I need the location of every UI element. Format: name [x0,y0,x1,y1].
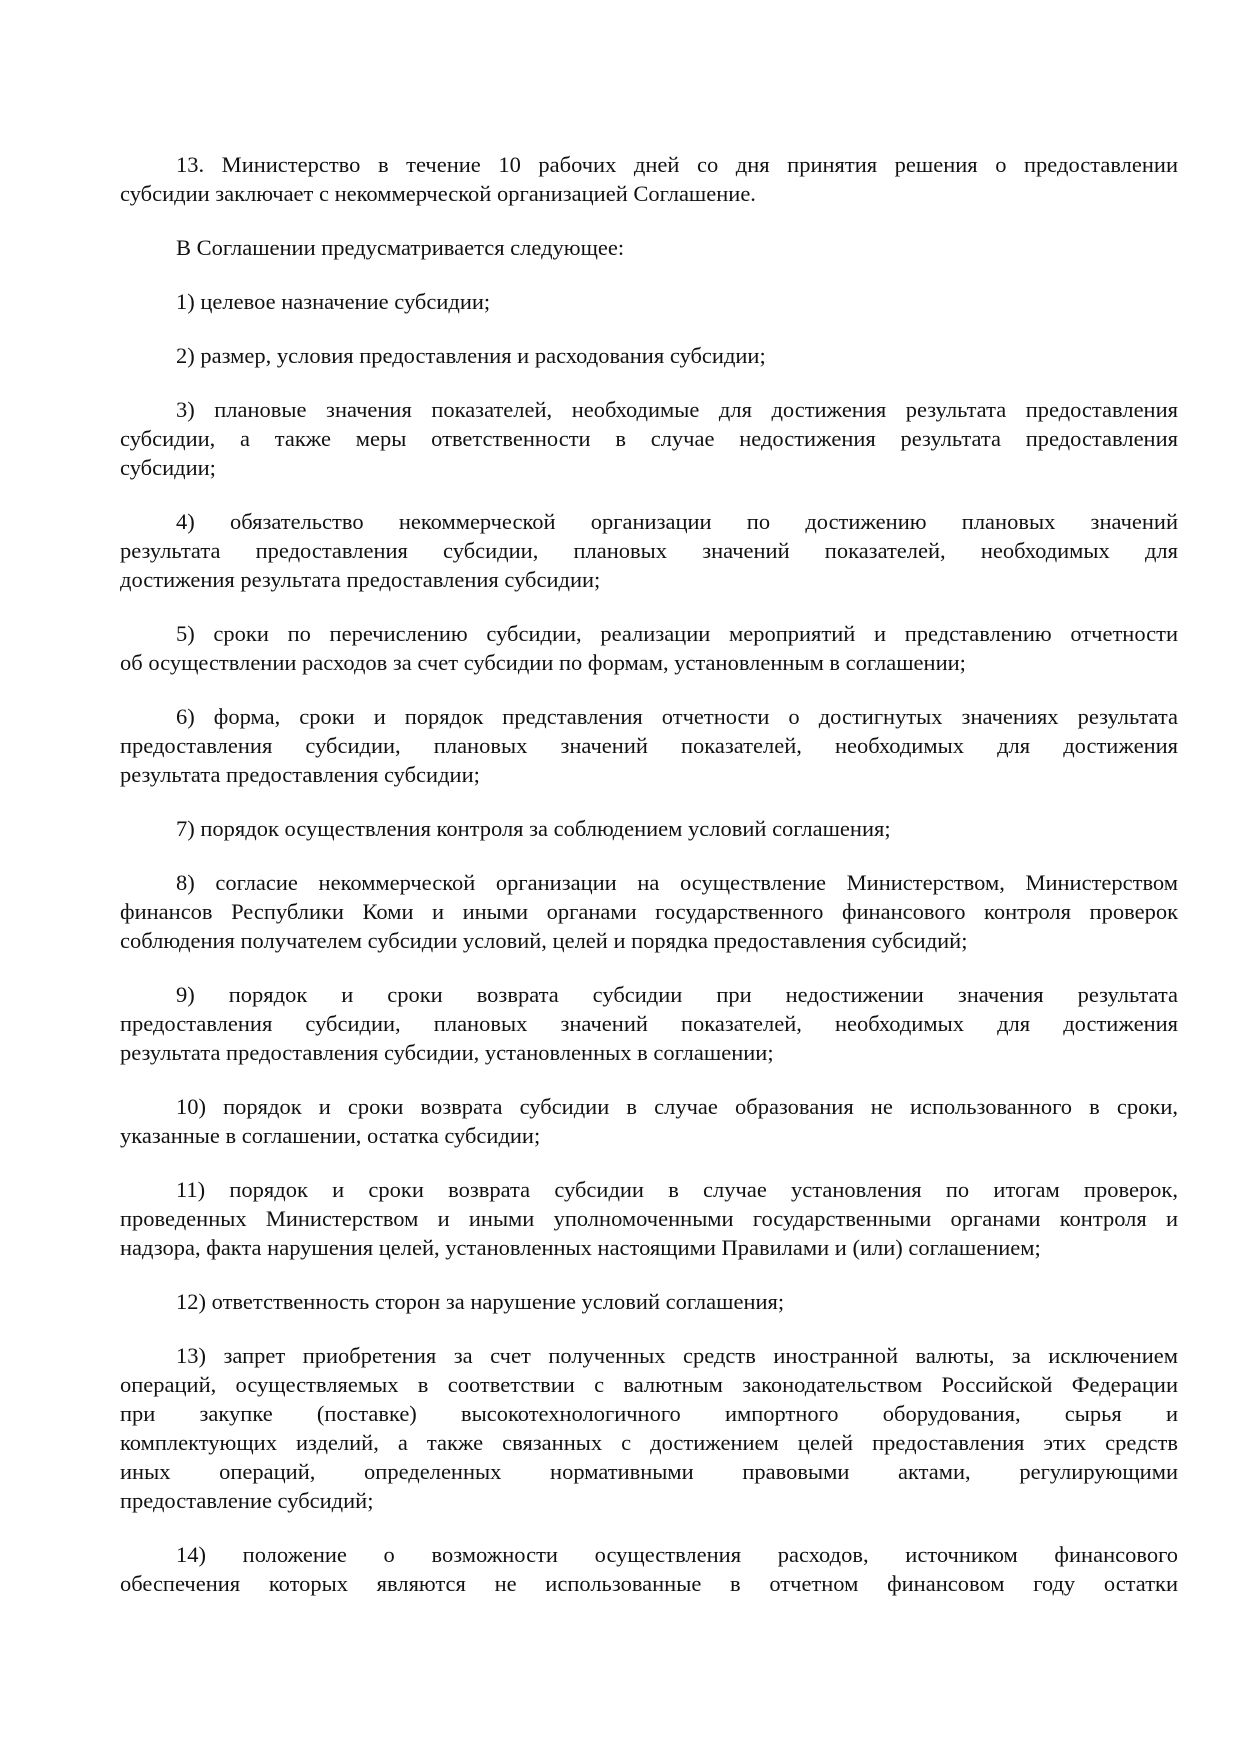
text-line: надзора, факта нарушения целей, установленных настоящими Правилами и (или) соглашением; [120,1235,1041,1260]
text-line: 12) ответственность сторон за нарушение условий соглашения; [176,1289,785,1314]
text-line: результата предоставления субсидии, плановых значений показателей, необходимых для [120,538,1178,563]
paragraph [120,619,1178,677]
paragraph [120,702,1178,789]
text-line: соблюдения получателем субсидии условий, целей и порядка предоставления субсидий; [120,928,968,953]
text-line: 13. Министерство в течение 10 рабочих дней со дня принятия решения о предоставлении [176,152,1178,177]
text-line: финансов Республики Коми и иными органами государственного финансового контроля проверок [120,899,1178,924]
text-line: 7) порядок осуществления контроля за соблюдением условий соглашения; [176,816,891,841]
text-line: проведенных Министерством и иными уполномоченными государственными органами контроля и [120,1206,1178,1231]
text-line: достижения результата предоставления субсидии; [120,567,601,592]
paragraph [120,980,1178,1067]
text-line: результата предоставления субсидии, установленных в соглашении; [120,1040,774,1065]
paragraph [120,1175,1178,1262]
paragraph [120,507,1178,594]
text-line: 10) порядок и сроки возврата субсидии в случае образования не использованного в сроки, [176,1094,1178,1119]
paragraph [120,287,1178,316]
text-line: 9) порядок и сроки возврата субсидии при недостижении значения результата [176,982,1178,1007]
text-line: В Соглашении предусматривается следующее: [176,235,625,260]
text-line: иных операций, определенных нормативными правовыми актами, регулирующими [120,1459,1178,1484]
text-line: 1) целевое назначение субсидии; [176,289,491,314]
text-line: 8) согласие некоммерческой организации на осуществление Министерством, Министерством [176,870,1178,895]
text-line: предоставления субсидии, плановых значений показателей, необходимых для достижения [120,733,1178,758]
text-line: предоставление субсидий; [120,1488,374,1513]
document-page [120,150,1178,1623]
text-line: операций, осуществляемых в соответствии с валютным законодательством Российской Федерации [120,1372,1178,1397]
paragraph [120,395,1178,482]
paragraph [120,868,1178,955]
text-line: результата предоставления субсидии; [120,762,480,787]
paragraph [120,233,1178,262]
text-line: субсидии; [120,455,216,480]
text-line: субсидии, а также меры ответственности в случае недостижения результата предоставления [120,426,1178,451]
text-line: указанные в соглашении, остатка субсидии; [120,1123,541,1148]
paragraph [120,1341,1178,1515]
text-line: 14) положение о возможности осуществления расходов, источником финансового [176,1542,1178,1567]
paragraph [120,1540,1178,1598]
paragraph [120,1287,1178,1316]
text-line: 6) форма, сроки и порядок представления отчетности о достигнутых значениях результата [176,704,1178,729]
text-line: 13) запрет приобретения за счет полученных средств иностранной валюты, за исключением [176,1343,1178,1368]
text-line: предоставления субсидии, плановых значений показателей, необходимых для достижения [120,1011,1178,1036]
text-line: об осуществлении расходов за счет субсидии по формам, установленным в соглашении; [120,650,966,675]
text-line: 11) порядок и сроки возврата субсидии в случае установления по итогам проверок, [176,1177,1178,1202]
text-line: 5) сроки по перечислению субсидии, реализации мероприятий и представлению отчетности [176,621,1178,646]
text-line: обеспечения которых являются не использованные в отчетном финансовом году остатки [120,1571,1178,1596]
paragraph [120,814,1178,843]
text-line: при закупке (поставке) высокотехнологичного импортного оборудования, сырья и [120,1401,1178,1426]
text-line: 4) обязательство некоммерческой организации по достижению плановых значений [176,509,1178,534]
paragraph [120,150,1178,208]
text-line: комплектующих изделий, а также связанных с достижением целей предоставления этих средств [120,1430,1178,1455]
text-line: 3) плановые значения показателей, необходимые для достижения результата предоставления [176,397,1178,422]
paragraph [120,341,1178,370]
text-line: субсидии заключает с некоммерческой организацией Соглашение. [120,181,756,206]
paragraph [120,1092,1178,1150]
text-line: 2) размер, условия предоставления и расходования субсидии; [176,343,766,368]
